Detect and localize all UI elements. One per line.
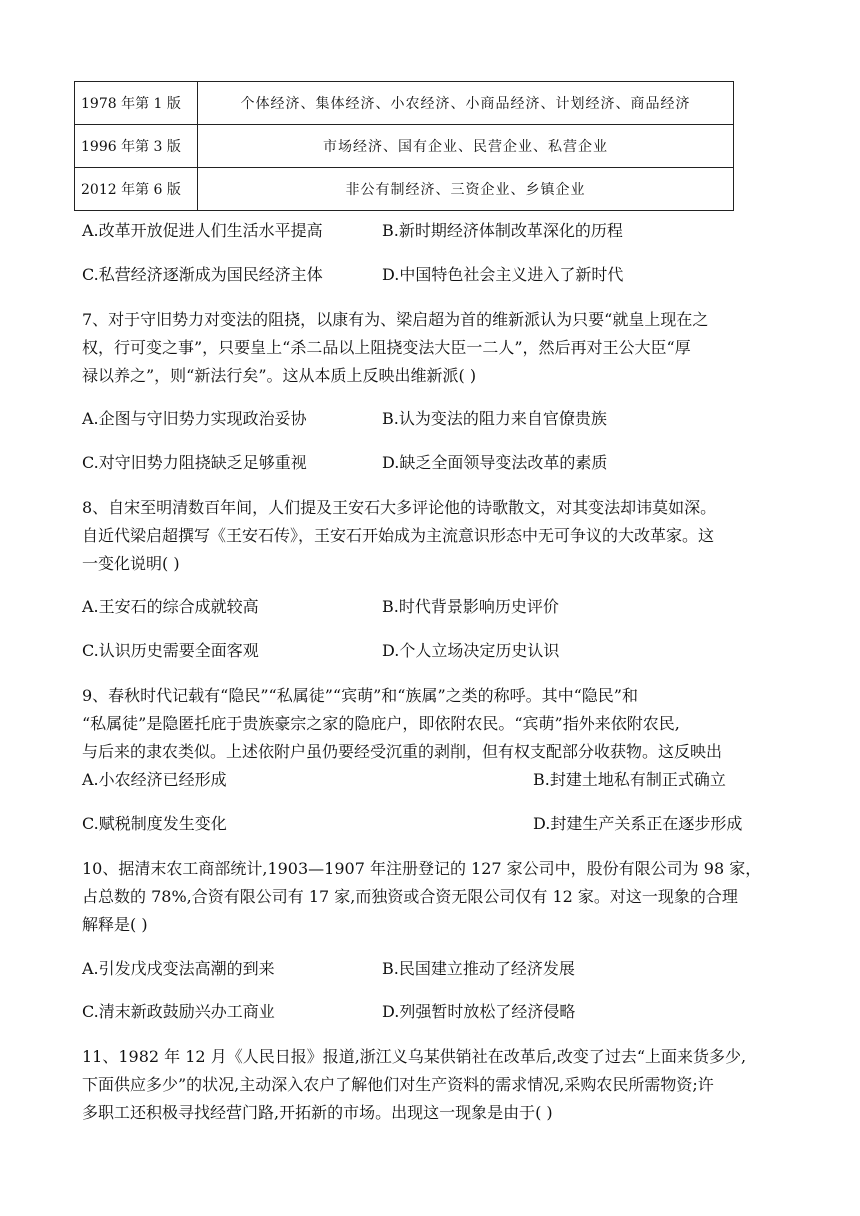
q10-option-a: A.引发戊戌变法高潮的到来 [82, 959, 275, 978]
table-row [75, 82, 734, 125]
q6-options-row-1 [82, 220, 782, 242]
q8-option-d: D.个人立场决定历史认识 [382, 641, 560, 660]
q11-stem-line: 11、1982 年 12 月《人民日报》报道,浙江义乌某供销社在改革后,改变了过去“上面来货多少, [82, 1047, 747, 1066]
q8-stem-line: 自近代梁启超撰写《王安石传》，王安石开始成为主流意识形态中无可争议的大改革家。这 [82, 526, 715, 545]
terms-cell: 市场经济、国有企业、民营企业、私营企业 [198, 125, 734, 168]
q6-option-b: B.新时期经济体制改革深化的历程 [382, 221, 623, 240]
q10-options-row-2 [82, 1001, 782, 1023]
q8-options-row-2 [82, 640, 782, 662]
q8-stem-line: 8、自宋至明清数百年间，人们提及王安石大多评论他的诗歌散文，对其变法却讳莫如深。 [82, 498, 717, 517]
q10-option-b: B.民国建立推动了经济发展 [382, 959, 575, 978]
q9-option-a: A.小农经济已经形成 [82, 770, 227, 789]
q9-stem-line: “私属徒”是隐匿托庇于贵族豪宗之家的隐庇户，即依附农民。“宾萌”指外来依附农民, [82, 714, 680, 733]
q8-options-row-1 [82, 596, 782, 618]
q7-option-b: B.认为变法的阻力来自官僚贵族 [382, 409, 607, 428]
q9-options-row-2 [82, 813, 782, 835]
q6-option-a: A.改革开放促进人们生活水平提高 [82, 221, 323, 240]
q7-options-row-2 [82, 452, 782, 474]
terms-cell: 个体经济、集体经济、小农经济、小商品经济、计划经济、商品经济 [198, 82, 734, 125]
q10-option-d: D.列强暂时放松了经济侵略 [382, 1002, 576, 1021]
q11-stem-line: 多职工还积极寻找经营门路,开拓新的市场。出现这一现象是由于( ) [82, 1103, 553, 1122]
q7-option-a: A.企图与守旧势力实现政治妥协 [82, 409, 307, 428]
q7-stem-line: 禄以养之”，则“新法行矣”。这从本质上反映出维新派( ) [82, 366, 477, 385]
q6-option-c: C.私营经济逐渐成为国民经济主体 [82, 265, 323, 284]
q9-stem-line: 与后来的隶农类似。上述依附户虽仍要经受沉重的剥削，但有权支配部分收获物。这反映出 [82, 742, 723, 761]
edition-cell: 2012 年第 6 版 [75, 168, 198, 211]
q10-stem-line: 占总数的 78%,合资有限公司有 17 家,而独资或合资无限公司仅有 12 家。对这一现象的合理 [82, 887, 738, 906]
q6-option-d: D.中国特色社会主义进入了新时代 [382, 265, 624, 284]
q8-option-b: B.时代背景影响历史评价 [382, 597, 559, 616]
table-row [75, 125, 734, 168]
q6-options-row-2 [82, 264, 782, 286]
q11-stem-line: 下面供应多少”的状况,主动深入农户了解他们对生产资料的需求情况,采购农民所需物资;许 [82, 1075, 714, 1094]
q8-option-c: C.认识历史需要全面客观 [82, 641, 259, 660]
q9-options-row-1 [82, 769, 782, 791]
q7-stem-line: 7、对于守旧势力对变法的阻挠，以康有为、梁启超为首的维新派认为只要“就皇上现在之 [82, 310, 709, 329]
q10-options-row-1 [82, 958, 782, 980]
q9-stem-line: 9、春秋时代记载有“隐民”“私属徒”“宾萌”和“族属”之类的称呼。其中“隐民”和 [82, 686, 638, 705]
q10-option-c: C.清末新政鼓励兴办工商业 [82, 1002, 275, 1021]
q8-stem-line: 一变化说明( ) [82, 554, 180, 573]
q9-option-b: B.封建土地私有制正式确立 [533, 770, 726, 789]
q9-option-d: D.封建生产关系正在逐步形成 [533, 814, 743, 833]
q7-stem-line: 权，行可变之事”，只要皇上“杀二品以上阻挠变法大臣一二人”，然后再对王公大臣“厚 [82, 338, 691, 357]
q7-option-c: C.对守旧势力阻挠缺乏足够重视 [82, 453, 307, 472]
q7-option-d: D.缺乏全面领导变法改革的素质 [382, 453, 608, 472]
q10-stem-line: 10、据清末农工商部统计,1903—1907 年注册登记的 127 家公司中，股份有限公司为 98 家， [82, 859, 762, 878]
terms-cell: 非公有制经济、三资企业、乡镇企业 [198, 168, 734, 211]
q8-option-a: A.王安石的综合成就较高 [82, 597, 259, 616]
q9-option-c: C.赋税制度发生变化 [82, 814, 227, 833]
edition-cell: 1996 年第 3 版 [75, 125, 198, 168]
table-row [75, 168, 734, 211]
economic-terms-table [74, 81, 734, 211]
edition-cell: 1978 年第 1 版 [75, 82, 198, 125]
q10-stem-line: 解释是( ) [82, 915, 148, 934]
q7-options-row-1 [82, 408, 782, 430]
